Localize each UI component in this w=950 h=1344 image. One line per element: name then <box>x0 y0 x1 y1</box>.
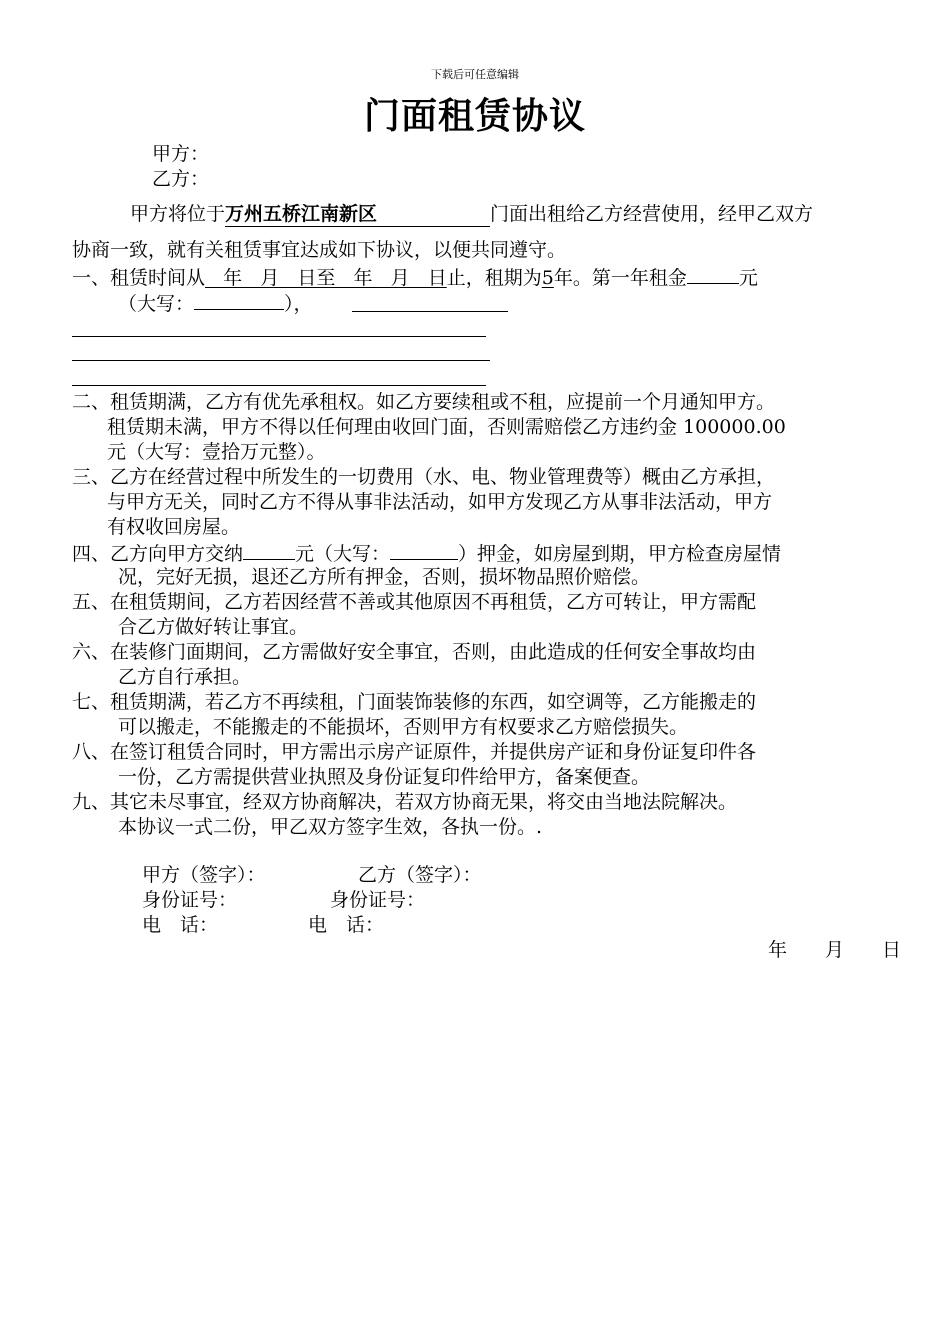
clause-4-line-2: 况，完好无损，退还乙方所有押金，否则，损坏物品照价赔偿。 <box>118 566 651 588</box>
clause-1-prefix: 一、租赁时间从 <box>72 267 206 289</box>
rent-uppercase-field[interactable] <box>194 290 284 310</box>
party-a-signature-label: 甲方（签字）： <box>142 864 266 886</box>
location-field[interactable]: 万州五桥江南新区 <box>225 202 490 227</box>
lease-date-range-field[interactable]: 年 月 日至 年 月 日 <box>205 267 447 289</box>
first-year-rent-field[interactable] <box>687 264 739 284</box>
closing-statement: 本协议一式二份，甲乙双方签字生效，各执一份。. <box>118 816 543 838</box>
intro-line-1 <box>130 202 813 227</box>
signing-date: 年 月 日 <box>768 939 902 961</box>
deposit-uppercase-field[interactable] <box>390 540 458 560</box>
clause-2-line-2: 租赁期未满，甲方不得以任何理由收回门面，否则需赔偿乙方违约金 100000.00 <box>107 416 786 438</box>
clause-1-uppercase-label: （大写： <box>118 293 195 315</box>
intro-line-2: 协商一致，就有关租赁事宜达成如下协议，以便共同遵守。 <box>72 239 567 261</box>
clause-1-line-1 <box>72 264 758 290</box>
clause-7-line-1: 七、租赁期满，若乙方不再续租，门面装饰装修的东西，如空调等，乙方能搬走的 <box>72 691 757 713</box>
clause-1-line-2 <box>118 290 313 316</box>
party-b-phone-label: 电 话： <box>308 914 385 936</box>
clause-2-line-1: 二、租赁期满，乙方有优先承租权。如乙方要续租或不租，应提前一个月通知甲方。 <box>72 391 776 413</box>
clause-4-line-1 <box>72 540 781 566</box>
clause-6-line-1: 六、在装修门面期间，乙方需做好安全事宜，否则，由此造成的任何安全事故均由 <box>72 641 757 663</box>
blank-line-2[interactable] <box>72 360 490 361</box>
blank-line-3[interactable] <box>72 385 486 386</box>
clause-4-mid: 元（大写： <box>295 543 391 565</box>
party-b-signature-label: 乙方（签字）： <box>358 864 482 886</box>
clause-8-line-1: 八、在签订租赁合同时，甲方需出示房产证原件，并提供房产证和身份证复印件各 <box>72 741 757 763</box>
clause-2-line-3: 元（大写：壹拾万元整）。 <box>107 441 326 463</box>
clause-1-mid: 止，租期为 <box>446 267 542 289</box>
clause-6-line-2: 乙方自行承担。 <box>118 666 252 688</box>
party-b-id-label: 身份证号： <box>330 889 426 911</box>
party-a-phone-label: 电 话： <box>142 914 219 936</box>
clause-5-line-2: 合乙方做好转让事宜。 <box>118 616 309 638</box>
clause-4-suffix: ）押金，如房屋到期，甲方检查房屋情 <box>458 543 782 565</box>
clause-8-line-2: 一份，乙方需提供营业执照及身份证复印件给甲方，备案便查。 <box>118 766 651 788</box>
clause-5-line-1: 五、在租赁期间，乙方若因经营不善或其他原因不再租赁，乙方可转让，甲方需配 <box>72 591 757 613</box>
blank-line-1[interactable] <box>72 336 486 337</box>
party-b-label: 乙方： <box>152 168 210 190</box>
header-note: 下载后可任意编辑 <box>431 68 519 81</box>
lease-term-field[interactable]: 5 <box>541 267 554 289</box>
clause-3-line-3: 有权收回房屋。 <box>107 516 241 538</box>
party-a-label: 甲方： <box>152 143 210 165</box>
deposit-amount-field[interactable] <box>243 540 295 560</box>
clause-1-mid2: 年。第一年租金 <box>553 267 687 289</box>
clause-1-line2-mid: ）， <box>284 293 313 315</box>
clause-1-suffix: 元 <box>738 267 758 289</box>
clause-7-line-2: 可以搬走，不能搬走的不能损坏，否则甲方有权要求乙方赔偿损失。 <box>118 716 689 738</box>
intro-suffix: 门面出租给乙方经营使用，经甲乙双方 <box>490 203 814 225</box>
document-title: 门面租赁协议 <box>363 95 586 137</box>
intro-prefix: 甲方将位于 <box>130 203 226 225</box>
clause-1-blank-line[interactable] <box>352 311 508 312</box>
party-a-id-label: 身份证号： <box>142 889 238 911</box>
clause-3-line-2: 与甲方无关，同时乙方不得从事非法活动，如甲方发现乙方从事非法活动，甲方 <box>107 491 773 513</box>
clause-4-prefix: 四、乙方向甲方交纳 <box>72 543 244 565</box>
clause-9-line-1: 九、其它未尽事宜，经双方协商解决，若双方协商无果，将交由当地法院解决。 <box>72 791 738 813</box>
clause-3-line-1: 三、乙方在经营过程中所发生的一切费用（水、电、物业管理费等）概由乙方承担， <box>72 466 776 488</box>
